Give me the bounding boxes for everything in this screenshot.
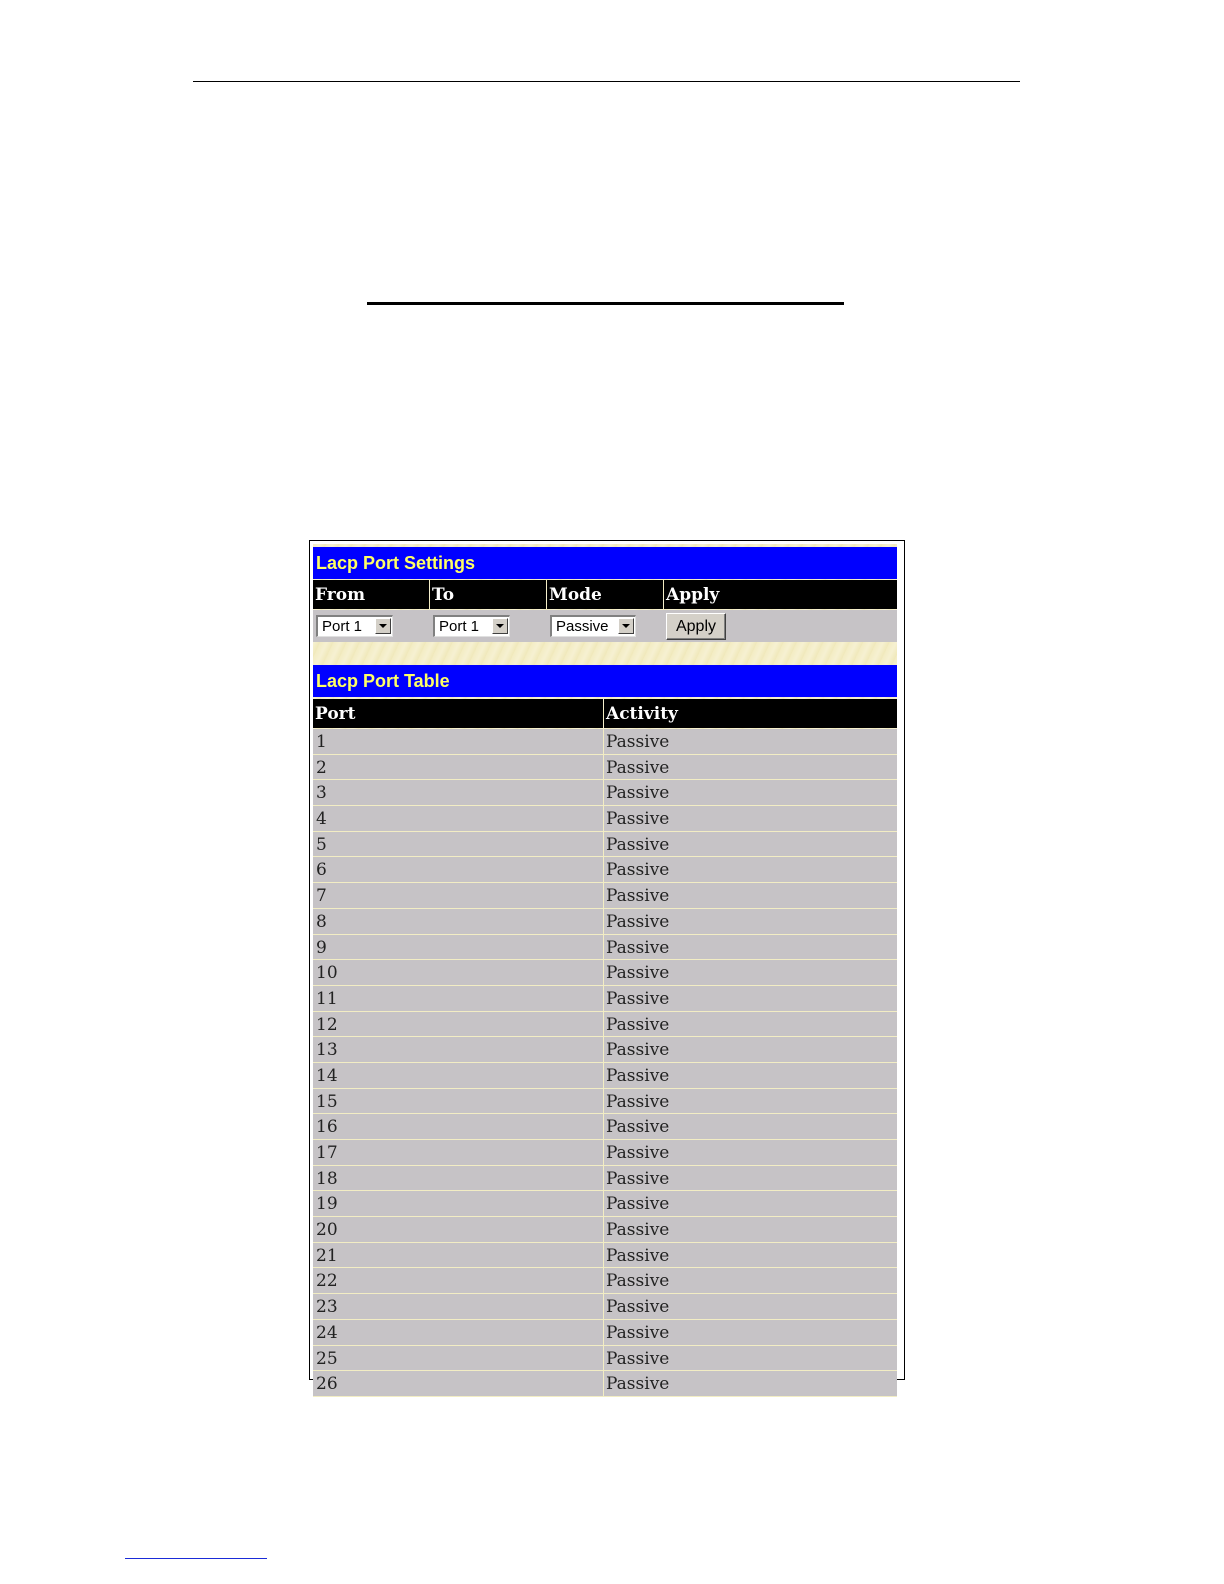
table-row — [313, 1166, 897, 1192]
port-cell: 14 — [316, 1065, 338, 1086]
to-cell — [430, 610, 546, 642]
port-cell: 20 — [316, 1220, 338, 1241]
table-row — [313, 1243, 897, 1269]
cell-divider — [603, 1037, 604, 1062]
port-cell: 5 — [316, 834, 327, 855]
cell-divider — [603, 1012, 604, 1037]
cell-divider — [603, 960, 604, 985]
lacp-panel — [313, 544, 897, 1395]
cell-divider — [603, 755, 604, 780]
port-cell: 24 — [316, 1322, 338, 1343]
activity-cell: Passive — [606, 834, 670, 855]
port-table — [313, 729, 897, 1397]
section-rule — [367, 302, 844, 305]
port-cell: 8 — [316, 911, 327, 932]
from-select[interactable] — [316, 615, 393, 637]
table-row — [313, 1346, 897, 1372]
port-cell: 26 — [316, 1374, 338, 1395]
chevron-down-icon[interactable] — [375, 618, 391, 634]
table-row — [313, 857, 897, 883]
table-row — [313, 935, 897, 961]
table-row — [313, 986, 897, 1012]
port-cell: 11 — [316, 988, 338, 1009]
settings-title: Lacp Port Settings — [313, 547, 897, 579]
activity-cell: Passive — [606, 1065, 670, 1086]
to-select-value: Port 1 — [439, 618, 480, 635]
table-row — [313, 832, 897, 858]
table-header-row — [313, 699, 897, 728]
cell-divider — [603, 857, 604, 882]
port-cell: 25 — [316, 1348, 338, 1369]
cell-divider — [603, 1320, 604, 1345]
table-row — [313, 1320, 897, 1346]
table-row — [313, 909, 897, 935]
table-row — [313, 729, 897, 755]
cell-divider — [603, 1114, 604, 1139]
table-row — [313, 1089, 897, 1115]
header-mode: Mode — [547, 580, 663, 609]
activity-cell: Passive — [606, 1348, 670, 1369]
chevron-down-icon[interactable] — [492, 618, 508, 634]
table-row — [313, 755, 897, 781]
activity-cell: Passive — [606, 1143, 670, 1163]
screenshot-frame — [309, 540, 905, 1395]
mode-cell — [547, 610, 663, 642]
table-row — [313, 1294, 897, 1320]
cell-divider — [603, 935, 604, 960]
activity-cell: Passive — [606, 937, 670, 958]
to-select[interactable] — [433, 615, 510, 637]
activity-cell: Passive — [606, 911, 670, 932]
cell-divider — [603, 1294, 604, 1319]
table-row — [313, 1063, 897, 1089]
cell-divider — [603, 986, 604, 1011]
table-row — [313, 960, 897, 986]
port-cell: 9 — [316, 937, 327, 958]
table-row — [313, 1217, 897, 1243]
cell-divider — [603, 1268, 604, 1293]
activity-cell: Passive — [606, 757, 670, 778]
port-cell: 6 — [316, 860, 327, 881]
settings-controls-row — [313, 610, 897, 642]
activity-cell: Passive — [606, 963, 670, 984]
activity-cell: Passive — [606, 809, 670, 830]
activity-cell: Passive — [606, 1091, 670, 1112]
header-to: To — [430, 580, 546, 609]
cell-divider — [603, 909, 604, 934]
header-port: Port — [313, 699, 603, 728]
cell-divider — [603, 1089, 604, 1114]
footer-rule — [125, 1558, 267, 1559]
activity-cell: Passive — [606, 1040, 670, 1061]
cell-divider — [603, 883, 604, 908]
table-row — [313, 806, 897, 832]
port-cell: 18 — [316, 1168, 338, 1189]
apply-button[interactable]: Apply — [666, 613, 726, 640]
activity-cell: Passive — [606, 1220, 670, 1241]
port-cell: 1 — [316, 732, 327, 752]
port-cell: 3 — [316, 783, 327, 804]
table-row — [313, 1268, 897, 1294]
activity-cell: Passive — [606, 1271, 670, 1292]
port-cell: 4 — [316, 809, 327, 830]
activity-cell: Passive — [606, 783, 670, 804]
activity-cell: Passive — [606, 1014, 670, 1035]
port-cell: 13 — [316, 1040, 338, 1061]
cell-divider — [603, 729, 604, 754]
header-from: From — [313, 580, 429, 609]
table-row — [313, 1371, 897, 1397]
table-row — [313, 883, 897, 909]
port-cell: 23 — [316, 1297, 338, 1318]
port-cell: 16 — [316, 1117, 338, 1138]
port-cell: 22 — [316, 1271, 338, 1292]
cell-divider — [603, 1217, 604, 1242]
port-cell: 2 — [316, 757, 327, 778]
cell-divider — [603, 806, 604, 831]
table-row — [313, 1037, 897, 1063]
activity-cell: Passive — [606, 860, 670, 881]
port-cell: 19 — [316, 1194, 338, 1215]
table-row — [313, 1140, 897, 1166]
activity-cell: Passive — [606, 1297, 670, 1318]
cell-divider — [603, 1371, 604, 1396]
table-row — [313, 1012, 897, 1038]
activity-cell: Passive — [606, 1168, 670, 1189]
header-activity: Activity — [604, 699, 897, 728]
activity-cell: Passive — [606, 732, 670, 752]
activity-cell: Passive — [606, 1245, 670, 1266]
cell-divider — [603, 832, 604, 857]
activity-cell: Passive — [606, 1322, 670, 1343]
port-cell: 17 — [316, 1143, 338, 1163]
cell-divider — [603, 1140, 604, 1165]
apply-cell — [664, 610, 897, 642]
from-select-value: Port 1 — [322, 618, 363, 635]
port-cell: 7 — [316, 886, 327, 907]
activity-cell: Passive — [606, 1117, 670, 1138]
chevron-down-icon[interactable] — [618, 618, 634, 634]
mode-select-value: Passive — [556, 618, 609, 635]
cell-divider — [603, 1166, 604, 1191]
table-row — [313, 780, 897, 806]
mode-select[interactable] — [550, 615, 636, 637]
cell-divider — [603, 1063, 604, 1088]
settings-header-row — [313, 580, 897, 609]
activity-cell: Passive — [606, 886, 670, 907]
table-row — [313, 1114, 897, 1140]
cell-divider — [603, 780, 604, 805]
port-cell: 15 — [316, 1091, 338, 1112]
cell-divider — [603, 1191, 604, 1216]
header-apply: Apply — [664, 580, 897, 609]
port-cell: 21 — [316, 1245, 338, 1266]
activity-cell: Passive — [606, 1374, 670, 1395]
table-title: Lacp Port Table — [313, 665, 897, 697]
activity-cell: Passive — [606, 988, 670, 1009]
port-cell: 12 — [316, 1014, 338, 1035]
from-cell — [313, 610, 429, 642]
header-rule — [193, 81, 1020, 82]
cell-divider — [603, 1243, 604, 1268]
port-cell: 10 — [316, 963, 338, 984]
cell-divider — [603, 1346, 604, 1371]
table-row — [313, 1191, 897, 1217]
activity-cell: Passive — [606, 1194, 670, 1215]
